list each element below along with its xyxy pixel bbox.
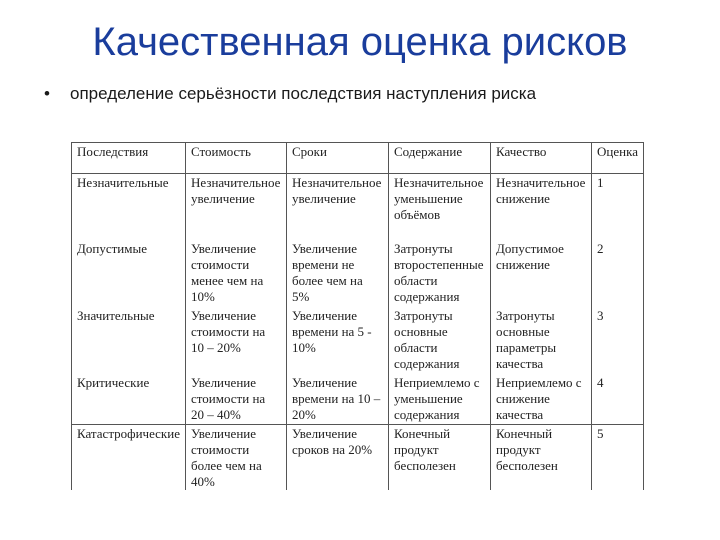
cell-cost: Увеличение стоимости менее чем на 10% xyxy=(186,240,287,307)
cell-scope: Затронуты основные области содержания xyxy=(389,307,491,374)
header-consequences: Последствия xyxy=(72,143,186,174)
cell-score: 2 xyxy=(592,240,644,307)
cell-cost: Увеличение стоимости на 20 – 40% xyxy=(186,374,287,425)
cell-quality: Неприемлемо с снижение качества xyxy=(491,374,592,425)
cell-score: 3 xyxy=(592,307,644,374)
cell-schedule: Увеличение времени на 10 – 20% xyxy=(287,374,389,425)
cell-schedule: Увеличение сроков на 20% xyxy=(287,425,389,491)
cell-quality: Конечный продукт бесполезен xyxy=(491,425,592,491)
cell-consequences: Катастрофические xyxy=(72,425,186,491)
cell-scope: Незначительное уменьшение объёмов xyxy=(389,174,491,241)
cell-score: 5 xyxy=(592,425,644,491)
cell-consequences: Критические xyxy=(72,374,186,425)
cell-score: 1 xyxy=(592,174,644,241)
bullet-text: определение серьёзности последствия наступления риска xyxy=(70,84,537,103)
cell-score: 4 xyxy=(592,374,644,425)
cell-schedule: Увеличение времени не более чем на 5% xyxy=(287,240,389,307)
cell-quality: Незначительное снижение xyxy=(491,174,592,241)
risk-assessment-table xyxy=(71,142,644,490)
header-quality: Качество xyxy=(491,143,592,174)
cell-consequences: Значительные xyxy=(72,307,186,374)
table-row xyxy=(72,425,644,491)
cell-scope: Неприемлемо с уменьшение содержания xyxy=(389,374,491,425)
header-cost: Стоимость xyxy=(186,143,287,174)
cell-consequences: Допустимые xyxy=(72,240,186,307)
cell-cost: Незначительное увеличение xyxy=(186,174,287,241)
bullet-dot-icon: • xyxy=(44,84,50,103)
cell-scope: Конечный продукт бесполезен xyxy=(389,425,491,491)
header-schedule: Сроки xyxy=(287,143,389,174)
table-row xyxy=(72,174,644,241)
cell-cost: Увеличение стоимости на 10 – 20% xyxy=(186,307,287,374)
table-row xyxy=(72,374,644,425)
table-row xyxy=(72,240,644,307)
header-scope: Содержание xyxy=(389,143,491,174)
cell-quality: Затронуты основные параметры качества xyxy=(491,307,592,374)
slide-title: Качественная оценка рисков xyxy=(92,20,628,64)
cell-scope: Затронуты второстепенные области содержания xyxy=(389,240,491,307)
header-score: Оценка xyxy=(592,143,644,174)
bullet-item xyxy=(44,84,536,104)
cell-schedule: Незначительное увеличение xyxy=(287,174,389,241)
cell-quality: Допустимое снижение xyxy=(491,240,592,307)
cell-schedule: Увеличение времени на 5 - 10% xyxy=(287,307,389,374)
table-header-row xyxy=(72,143,644,174)
cell-cost: Увеличение стоимости более чем на 40% xyxy=(186,425,287,491)
table-row xyxy=(72,307,644,374)
cell-consequences: Незначительные xyxy=(72,174,186,241)
